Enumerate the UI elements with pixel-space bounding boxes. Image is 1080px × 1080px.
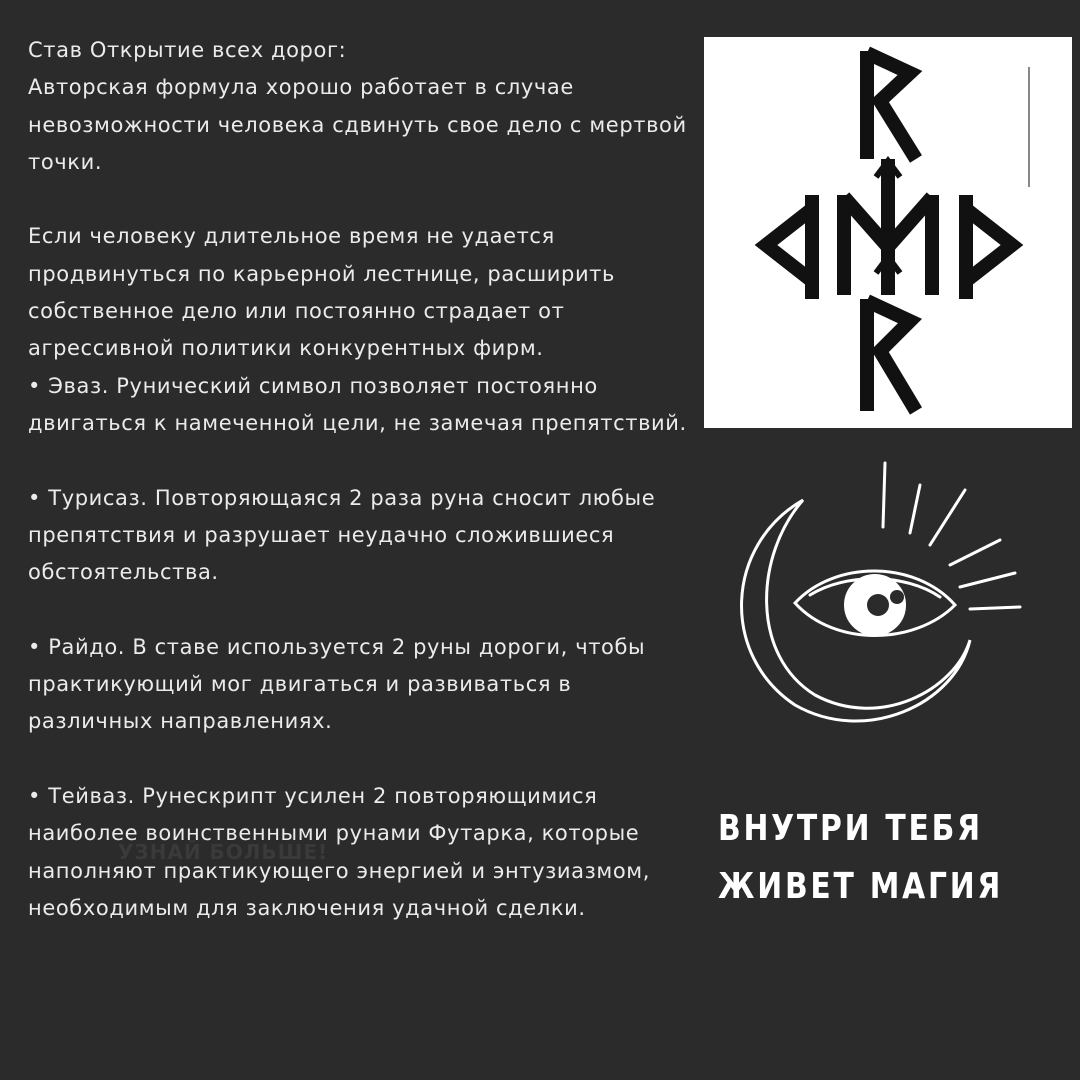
paragraph-intro: Став Открытие всех дорог: Авторская формула хорошо работает в случае невозможности человека сдвинуть свое дело с мертвой точки. [28,38,687,174]
paragraph-raido: • Райдо. В ставе используется 2 руны дороги, чтобы практикующий мог двигаться и развиваться в различных направлениях. [28,634,646,734]
rune-stave-icon [704,37,1072,428]
rune-stave-image [704,37,1072,428]
paragraph-blank [28,591,688,628]
paragraph-blank [28,442,688,479]
slogan-line-2: ЖИВЕТ МАГИЯ [718,866,1004,907]
paragraph-teivaz: • Тейваз. Рунескрипт усилен 2 повторяющимися наиболее воинственными рунами Футарка, которые наполняют практикующего энергией и энтузиазмом, необходимым для заключения удачной сделки. [28,783,651,920]
paragraph-turisaz: • Турисаз. Повторяющаяся 2 раза руна сносит любые препятствия и разрушает неудачно сложившиеся обстоятельства. [28,485,656,585]
crescent-eye-illustration [715,455,1035,755]
description-text [28,32,688,927]
slogan-line-1: ВНУТРИ ТЕБЯ [718,808,983,849]
paragraph-blank [28,181,688,218]
paragraph-blank [28,741,688,778]
faded-call-to-action: УЗНАЙ БОЛЬШЕ! [118,840,329,864]
crescent-eye-icon [715,455,1035,755]
paragraph-evaz: Если человеку длительное время не удается продвинуться по карьерной лестнице, расширить собственное дело или постоянно страдает от агрессивной политики конкурентных фирм. • Эваз. Рунический символ позволяет постоянно двигаться к намеченной цели, не замечая препятствий. [28,224,687,435]
slogan [718,800,1031,916]
